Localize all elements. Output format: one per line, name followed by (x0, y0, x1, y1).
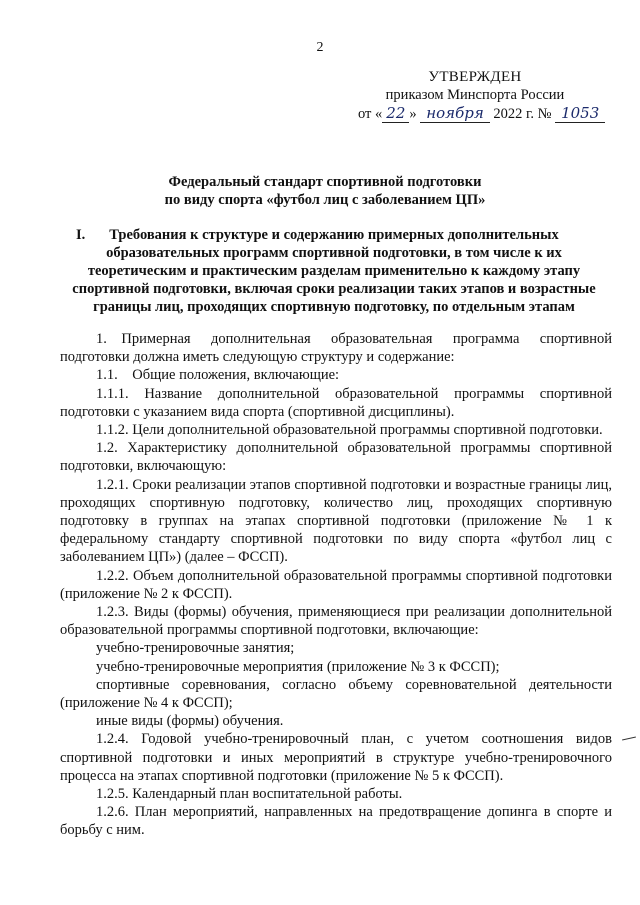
handwritten-month: ноября (420, 104, 490, 123)
paragraph: 1.1.1. Название дополнительной образовательной программы спортивной подготовки с указанием вида спорта (спортивной дисциплины). (60, 385, 612, 420)
document-body (60, 330, 612, 840)
approval-block (350, 68, 600, 123)
approval-date (358, 104, 600, 123)
paragraph: 1.2.4. Годовой учебно-тренировочный план, с учетом соотношения видов спортивной подготовки и иных мероприятий в структуре учебно-тренировочного процесса на этапах спортивной подготовки (приложение № 5 к ФССП). (60, 731, 612, 784)
year-text: 2022 г. № (493, 106, 552, 122)
paragraph: 1. Примерная дополнительная образовательная программа спортивной подготовки должна иметь следующую структуру и содержание: (60, 331, 612, 366)
paragraph: иные виды (формы) обучения. (96, 713, 284, 730)
handwritten-day: 22 (382, 104, 409, 123)
paragraph: учебно-тренировочные занятия; (96, 640, 295, 657)
document-title (60, 173, 590, 209)
paragraph: 1.2.1. Сроки реализации этапов спортивной подготовки и возрастные границы лиц, проходящих спортивную подготовку, количество лиц, проходящих спортивную подготовку в группах на этапах спортивной подготовки (приложение № 1 к федеральному стандарту спортивной подготовки по виду спорта «футбол лиц с заболеванием ЦП») (далее – ФССП). (60, 476, 612, 566)
title-line-2: по виду спорта «футбол лиц с заболеванием ЦП» (164, 192, 486, 208)
paragraph: 1.1.2. Цели дополнительной образовательной программы спортивной подготовки. (96, 422, 603, 439)
paragraph: учебно-тренировочные мероприятия (приложение № 3 к ФССП); (96, 658, 500, 675)
section-line: границы лиц, проходящих спортивную подготовку, по отдельным этапам (93, 299, 575, 315)
title-line-1: Федеральный стандарт спортивной подготовки (168, 174, 482, 190)
section-line: теоретическим и практическим разделам применительно к каждому этапу (87, 263, 581, 279)
page-number: 2 (316, 40, 324, 55)
date-prefix: от « (358, 106, 383, 122)
section-heading (58, 226, 610, 316)
paragraph: 1.1. Общие положения, включающие: (96, 367, 340, 384)
approval-order: приказом Минспорта России (385, 87, 565, 103)
paragraph: 1.2.3. Виды (формы) обучения, применяющиеся при реализации дополнительной образовательной программы спортивной подготовки, включающие: (60, 604, 612, 639)
section-line: образовательных программ спортивной подготовки, в том числе к их (106, 245, 562, 261)
section-line: Требования к структуре и содержанию примерных дополнительных (109, 227, 559, 243)
paragraph: 1.2.6. План мероприятий, направленных на предотвращение допинга в спорте и борьбу с ним. (60, 804, 612, 839)
date-mid: » (409, 106, 417, 122)
margin-pen-mark (622, 737, 636, 741)
handwritten-order-number: 1053 (555, 104, 605, 123)
approval-title: УТВЕРЖДЕН (428, 69, 522, 85)
paragraph: 1.2.2. Объем дополнительной образовательной программы спортивной подготовки (приложение № 2 к ФССП). (60, 567, 612, 602)
section-number: I. (76, 227, 86, 243)
section-line: спортивной подготовки, включая сроки реализации таких этапов и возрастные (72, 281, 596, 297)
paragraph: спортивные соревнования, согласно объему соревновательной деятельности (приложение № 4 к ФССП); (60, 676, 612, 712)
paragraph: 1.2. Характеристику дополнительной образовательной программы спортивной подготовки, включающую: (60, 440, 612, 475)
paragraph: 1.2.5. Календарный план воспитательной работы. (96, 786, 403, 803)
